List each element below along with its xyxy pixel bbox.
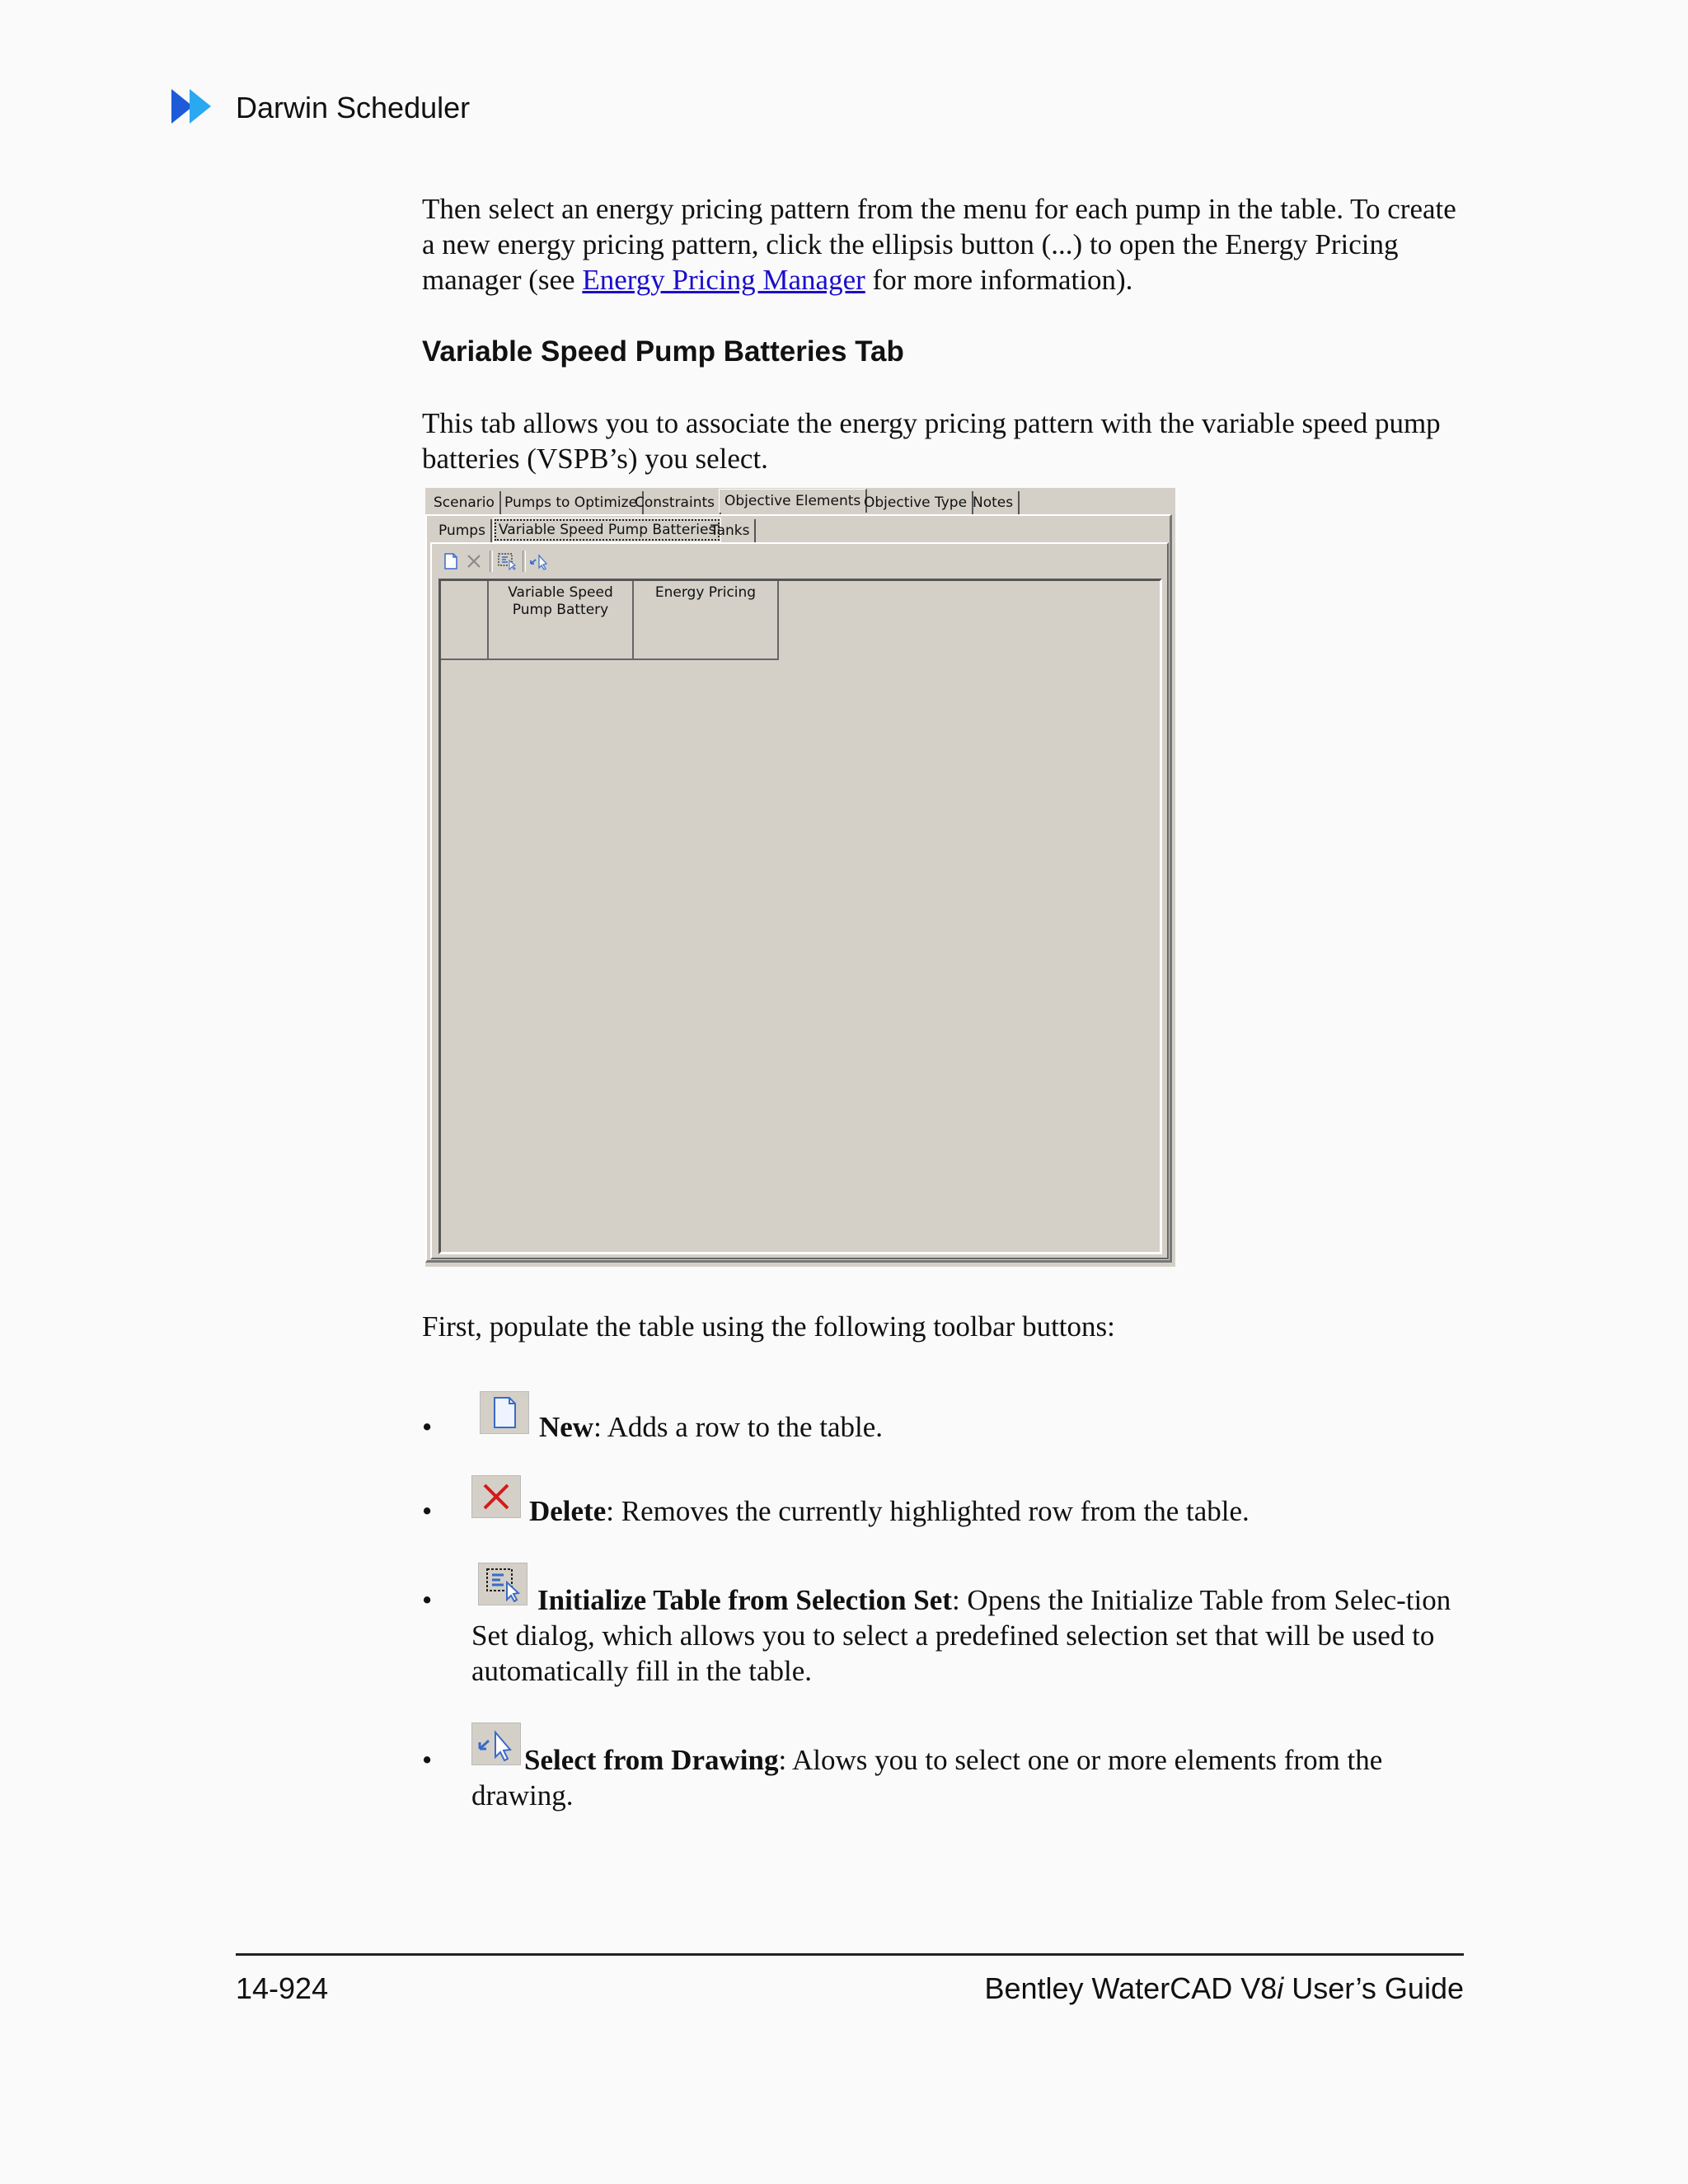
tab-notes[interactable]: Notes — [968, 491, 1020, 514]
tab-objective-elements[interactable]: Objective Elements — [719, 489, 867, 513]
toolbar-initialize-button[interactable] — [496, 551, 518, 572]
list-item-new: New: Adds a row to the table. — [539, 1411, 883, 1443]
subtab-pumps[interactable]: Pumps — [434, 519, 492, 542]
bullet-marker: • — [422, 1495, 433, 1527]
tab-scenario[interactable]: Scenario — [429, 491, 501, 514]
darwin-logo-icon — [171, 89, 223, 124]
toolbar-intro: First, populate the table using the following toolbar buttons: — [422, 1310, 1115, 1343]
vspb-tab-screenshot — [425, 488, 1175, 1267]
select-from-drawing-icon — [529, 552, 551, 570]
page-number: 14-924 — [236, 1971, 329, 2005]
toolbar-separator — [490, 551, 493, 572]
energy-pricing-manager-link[interactable]: Energy Pricing Manager — [582, 264, 865, 296]
bullet-marker: • — [422, 1411, 433, 1443]
toolbar-separator — [523, 551, 526, 572]
chapter-title: Darwin Scheduler — [236, 91, 471, 124]
delete-icon — [471, 1475, 521, 1518]
initialize-selection-icon — [497, 552, 517, 570]
section-heading: Variable Speed Pump Batteries Tab — [422, 335, 904, 368]
tab-constraints[interactable]: Constraints — [630, 491, 721, 514]
toolbar-new-button[interactable] — [440, 551, 462, 572]
bullet-marker: • — [422, 1584, 433, 1616]
list-item-select-from-drawing: Select from Drawing: Alows you to select one or more elements from the drawing. — [471, 1744, 1383, 1811]
vspb-table[interactable] — [438, 579, 1162, 1254]
tab-objective-type[interactable]: Objective Type — [859, 491, 973, 514]
new-icon — [480, 1391, 529, 1434]
footer-rule — [236, 1953, 1464, 1956]
subtab-variable-speed-pump-batteries[interactable]: Variable Speed Pump Batteries — [493, 518, 721, 542]
list-item-initialize: Initialize Table from Selection Set: Opens the Initialize Table from Selec-tion Set dialog, which allows you to select a predefined selection set that will be used to automatically fill in the table. — [471, 1584, 1451, 1687]
row-header-column — [441, 581, 489, 660]
column-header-variable-speed-pump-battery[interactable]: Variable Speed Pump Battery — [489, 581, 634, 660]
guide-title: Bentley WaterCAD V8i User’s Guide — [984, 1971, 1464, 2005]
subtab-tanks[interactable]: Tanks — [706, 519, 756, 542]
column-header-energy-pricing[interactable]: Energy Pricing — [634, 581, 779, 660]
new-icon — [442, 552, 460, 570]
delete-icon — [465, 552, 483, 570]
section-description: This tab allows you to associate the energy pricing pattern with the variable speed pump batteries (VSPB’s) you select. — [422, 407, 1441, 475]
toolbar-delete-button[interactable] — [463, 551, 485, 572]
toolbar-select-from-drawing-button[interactable] — [529, 551, 551, 572]
bullet-marker: • — [422, 1744, 433, 1776]
intro-paragraph: Then select an energy pricing pattern from the menu for each pump in the table. To create a new energy pricing pattern, click the ellipsis button (...) to open the Energy Pricing manager (see Energy Pricing Manager for more information). — [422, 193, 1456, 296]
list-item-delete: Delete: Removes the currently highlighted row from the table. — [529, 1495, 1250, 1527]
tab-pumps-to-optimize[interactable]: Pumps to Optimize — [499, 491, 644, 514]
